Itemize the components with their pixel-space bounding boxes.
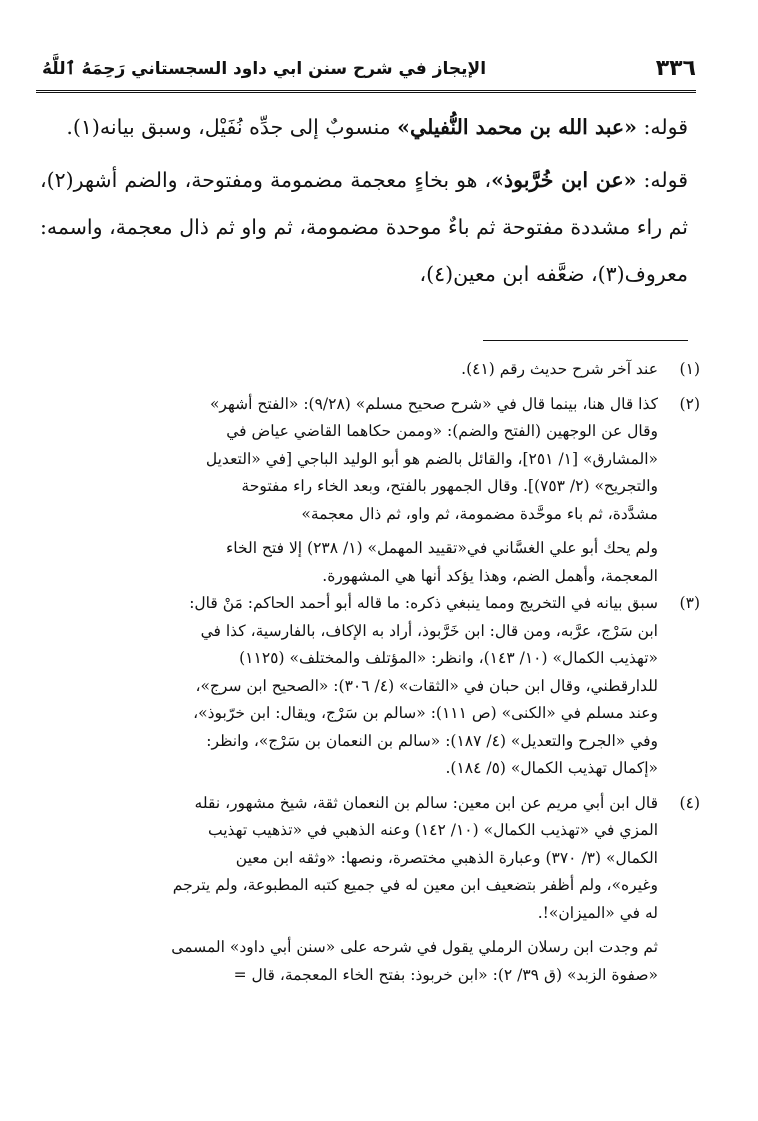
footnote-line: ثم وجدت ابن رسلان الرملي يقول في شرحه على «سنن أبي داود» المسمى: [171, 938, 658, 956]
footnote-line: المعجمة، وأهمل الضم، وهذا يؤكد أنها هي المشهورة.: [322, 566, 658, 585]
footnote-text: [40, 590, 658, 783]
footnote-line: وعند مسلم في «الكنى» (ص ١١١): «سالم بن سَرْج، ويقال: ابن خرّبوذ»،: [193, 704, 658, 722]
footnotes: [40, 356, 700, 989]
footnote-number: (٤): [679, 793, 700, 812]
running-title: الإيجاز في شرح سنن ابي داود السجستاني رَحِمَهُ ٱللَّهُ: [42, 59, 487, 79]
footnote-1: [40, 356, 700, 384]
footnote-line: قال ابن أبي مريم عن ابن معين: سالم بن النعمان ثقة، شيخ مشهور، نقله: [194, 793, 658, 812]
footnote-line: «تهذيب الكمال» (١٠/ ١٤٣)، وانظر: «المؤتلف والمختلف» (١١٢٥): [239, 649, 658, 667]
footnote-text: [40, 391, 658, 529]
footnote-line: سبق بيانه في التخريج ومما ينبغي ذكره: ما قاله أبو أحمد الحاكم: مَنْ قال:: [189, 594, 658, 612]
quoted-name: «عبد الله بن محمد النُّفيلي»: [397, 115, 637, 139]
footnote-line: وقال عن الوجهين (الفتح والضم): «وممن حكاهما القاضي عياض في: [226, 422, 658, 440]
footnote-divider: [483, 340, 688, 341]
footnote-line: «إكمال تهذيب الكمال» (٥/ ١٨٤).: [445, 759, 658, 777]
footnote-line: وفي «الجرح والتعديل» (٤/ ١٨٧): «سالم بن النعمان بن سَرْج»، وانظر:: [206, 731, 658, 750]
paragraph-segment: منسوبٌ إلى جدِّه نُفَيْل، وسبق بيانه(١).: [66, 115, 398, 139]
footnote-number: (٢): [679, 394, 700, 413]
footnote-continuation: [40, 535, 658, 590]
footnote-line: مشدَّدة، ثم باء موحَّدة مضمومة، ثم واو، ثم ذال معجمة»: [301, 504, 658, 523]
footnote-continuation: [40, 934, 658, 989]
footnote-line: للدارقطني، وقال ابن حبان في «الثقات» (٤/ ٣٠٦): «الصحيح ابن سرج»،: [195, 676, 658, 695]
paragraph-segment: قوله:: [636, 115, 688, 139]
footnote-3: [40, 590, 700, 783]
paragraph-nufayli: [40, 104, 688, 151]
footnote-line: الكمال» (٣/ ٣٧٠) وعبارة الذهبي مختصرة، ونصها: «وثقه ابن معين: [235, 848, 658, 867]
footnote-line: وغيره»، ولم أظفر بتضعيف ابن معين له في جميع كتبه المطبوعة، ولم يترجم: [172, 876, 658, 894]
paragraph-segment: ، هو بخاءٍ معجمة مضمومة ومفتوحة، والضم أشهر(٢)، ثم راء مشددة مفتوحة ثم باءٌ موحدة مضمومة، ثم واو ثم ذال معجمة، واسمه: معروف(٣)، ضعَّفه ابن معين(٤)،: [40, 168, 688, 286]
footnote-number: (١): [679, 360, 700, 378]
footnote-2: [40, 391, 700, 591]
footnote-text: [40, 790, 658, 928]
footnote-line: والتجريح» (٢/ ٧٥٣)]. وقال الجمهور بالفتح، وبعد الخاء راء مفتوحة: [241, 477, 658, 495]
footnote-line: المزي في «تهذيب الكمال» (١٠/ ١٤٢) وعنه الذهبي في «تذهيب تهذيب: [208, 821, 658, 839]
footnote-line: «المشارق» [١/ ٢٥١]، والقائل بالضم هو أبو الوليد الباجي [في «التعديل: [205, 449, 658, 468]
paragraph-kharrabudh: [40, 157, 688, 298]
footnote-4: [40, 790, 700, 990]
footnote-line: عند آخر شرح حديث رقم (٤١).: [461, 360, 658, 378]
quoted-name: «عن ابن خُرَّبوذ»: [491, 168, 637, 192]
paragraph-segment: قوله:: [636, 168, 688, 192]
page-number: ٣٣٦: [655, 56, 696, 81]
main-text: [40, 104, 688, 304]
footnote-line: كذا قال هنا، بينما قال في «شرح صحيح مسلم» (٩/٢٨): «الفتح أشهر»: [209, 394, 658, 413]
footnote-text: [40, 356, 658, 384]
footnote-line: ولم يحك أبو علي الغسَّاني في«تقييد المهمل» (١/ ٢٣٨) إلا فتح الخاء: [225, 539, 658, 557]
footnote-line: له في «الميزان»!.: [537, 903, 658, 922]
footnote-line: «صفوة الزبد» (ق ٣٩/ ٢): «ابن خربوذ: بفتح الخاء المعجمة، قال =: [233, 965, 658, 984]
footnote-line: ابن سَرْج، عرَّبه، ومن قال: ابن خَرَّبوذ، أراد به الإكاف، بالفارسية، كذا في: [200, 621, 658, 640]
page-header: [36, 50, 696, 93]
footnote-number: (٣): [679, 594, 700, 612]
